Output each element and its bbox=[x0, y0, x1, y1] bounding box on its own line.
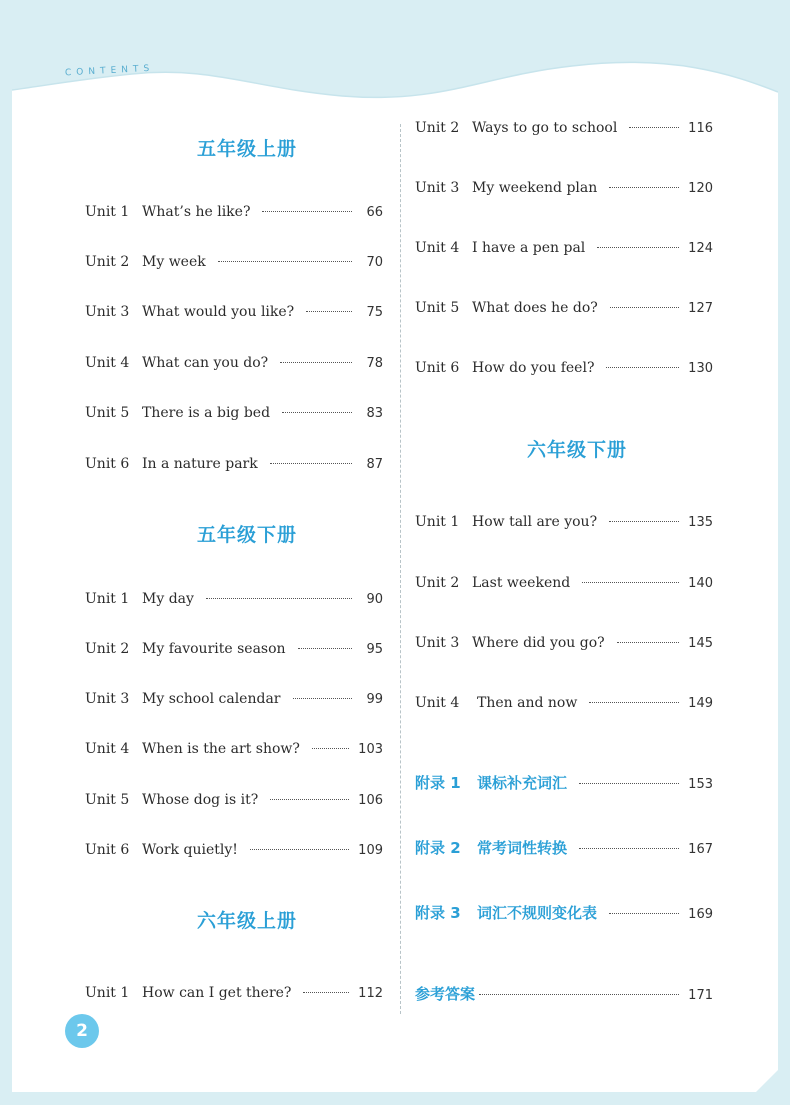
toc-entry[interactable] bbox=[85, 405, 383, 421]
page-number-badge: 2 bbox=[65, 1014, 99, 1048]
unit-title: Work quietly! bbox=[142, 842, 238, 858]
page-number: 130 bbox=[688, 361, 713, 376]
page-number: 87 bbox=[366, 457, 383, 472]
unit-label: Unit 5 bbox=[85, 405, 130, 421]
leader-dots bbox=[609, 913, 679, 914]
toc-entry[interactable] bbox=[85, 641, 383, 657]
page-number: 109 bbox=[358, 843, 383, 858]
toc-entry[interactable] bbox=[85, 254, 383, 270]
unit-label: Unit 1 bbox=[85, 591, 130, 607]
unit-title: What’s he like? bbox=[142, 204, 251, 220]
leader-dots bbox=[597, 247, 679, 248]
toc-entry[interactable] bbox=[85, 842, 383, 858]
leader-dots bbox=[270, 463, 352, 464]
unit-label: Unit 4 bbox=[415, 240, 460, 256]
leader-dots bbox=[303, 992, 349, 993]
page-number: 116 bbox=[688, 121, 713, 136]
leader-dots bbox=[262, 211, 352, 212]
toc-entry[interactable] bbox=[415, 120, 713, 136]
page-number: 70 bbox=[366, 255, 383, 270]
leader-dots bbox=[218, 261, 352, 262]
leader-dots bbox=[582, 582, 679, 583]
appendix-entry[interactable] bbox=[415, 772, 713, 793]
unit-title: There is a big bed bbox=[142, 405, 271, 421]
leader-dots bbox=[609, 187, 679, 188]
toc-entry[interactable] bbox=[85, 691, 383, 707]
page-number: 145 bbox=[688, 636, 713, 651]
answers-entry[interactable] bbox=[415, 983, 713, 1004]
unit-title: Ways to go to school bbox=[472, 120, 618, 136]
unit-label: Unit 1 bbox=[415, 514, 460, 530]
section-heading: 五年级上册 bbox=[196, 138, 297, 160]
unit-label: Unit 5 bbox=[85, 792, 130, 808]
unit-label: Unit 3 bbox=[415, 180, 460, 196]
leader-dots bbox=[579, 848, 679, 849]
unit-title: I have a pen pal bbox=[472, 240, 586, 256]
unit-label: Unit 4 bbox=[415, 695, 460, 711]
unit-label: Unit 6 bbox=[415, 360, 460, 376]
page-number: 95 bbox=[366, 642, 383, 657]
unit-title: Last weekend bbox=[472, 575, 571, 591]
page-number: 124 bbox=[688, 241, 713, 256]
unit-label: Unit 6 bbox=[85, 842, 130, 858]
unit-title: How do you feel? bbox=[472, 360, 595, 376]
leader-dots bbox=[312, 748, 349, 749]
appendix-entry[interactable] bbox=[415, 837, 713, 858]
unit-title: What does he do? bbox=[472, 300, 598, 316]
leader-dots bbox=[206, 598, 352, 599]
unit-title: My day bbox=[142, 591, 194, 607]
section-heading: 六年级上册 bbox=[196, 910, 297, 932]
page-number: 112 bbox=[358, 986, 383, 1001]
leader-dots bbox=[282, 412, 352, 413]
toc-entry[interactable] bbox=[85, 792, 383, 808]
unit-title: Then and now bbox=[477, 695, 578, 711]
leader-dots bbox=[610, 307, 679, 308]
section-heading: 五年级下册 bbox=[196, 524, 297, 546]
toc-entry[interactable] bbox=[85, 304, 383, 320]
unit-title: How tall are you? bbox=[472, 514, 598, 530]
toc-entry[interactable] bbox=[85, 741, 383, 757]
leader-dots bbox=[606, 367, 679, 368]
unit-title: My school calendar bbox=[142, 691, 281, 707]
leader-dots bbox=[629, 127, 679, 128]
unit-title: My week bbox=[142, 254, 206, 270]
unit-label: Unit 2 bbox=[415, 120, 460, 136]
page-number: 106 bbox=[358, 793, 383, 808]
page-number: 149 bbox=[688, 696, 713, 711]
contents-label: CONTENTS bbox=[64, 63, 155, 79]
page-number: 127 bbox=[688, 301, 713, 316]
toc-entry[interactable] bbox=[85, 355, 383, 371]
toc-entry[interactable] bbox=[85, 456, 383, 472]
appendix-label: 附录 1 bbox=[415, 774, 461, 792]
appendix-label: 附录 2 bbox=[415, 839, 461, 857]
toc-entry[interactable] bbox=[85, 985, 383, 1001]
leader-dots bbox=[479, 994, 679, 995]
page-number: 75 bbox=[366, 305, 383, 320]
page-number: 83 bbox=[366, 406, 383, 421]
leader-dots bbox=[589, 702, 679, 703]
unit-label: Unit 4 bbox=[85, 741, 130, 757]
unit-title: Where did you go? bbox=[472, 635, 605, 651]
page-number: 66 bbox=[366, 205, 383, 220]
contents-page bbox=[12, 14, 778, 1092]
leader-dots bbox=[270, 799, 349, 800]
unit-title: In a nature park bbox=[142, 456, 258, 472]
column-divider bbox=[400, 124, 401, 1014]
toc-entry[interactable] bbox=[415, 575, 713, 591]
toc-entry[interactable] bbox=[415, 635, 713, 651]
page-number: 140 bbox=[688, 576, 713, 591]
toc-entry[interactable] bbox=[415, 240, 713, 256]
leader-dots bbox=[609, 521, 679, 522]
toc-entry[interactable] bbox=[85, 204, 383, 220]
page-number: 120 bbox=[688, 181, 713, 196]
leader-dots bbox=[280, 362, 352, 363]
page-number: 167 bbox=[688, 842, 713, 857]
page-number: 103 bbox=[358, 742, 383, 757]
page-number: 169 bbox=[688, 907, 713, 922]
unit-title: Whose dog is it? bbox=[142, 792, 259, 808]
leader-dots bbox=[617, 642, 680, 643]
unit-label: Unit 3 bbox=[85, 304, 130, 320]
page-number: 90 bbox=[366, 592, 383, 607]
unit-label: Unit 3 bbox=[415, 635, 460, 651]
unit-title: What would you like? bbox=[142, 304, 295, 320]
unit-label: Unit 1 bbox=[85, 985, 130, 1001]
appendix-title: 词汇不规则变化表 bbox=[477, 904, 598, 922]
toc-entry[interactable] bbox=[415, 180, 713, 196]
toc-entry[interactable] bbox=[415, 300, 713, 316]
leader-dots bbox=[579, 783, 679, 784]
unit-title: My weekend plan bbox=[472, 180, 598, 196]
appendix-entry[interactable] bbox=[415, 902, 713, 923]
leader-dots bbox=[250, 849, 349, 850]
unit-label: Unit 5 bbox=[415, 300, 460, 316]
toc-entry[interactable] bbox=[415, 514, 713, 530]
toc-entry[interactable] bbox=[415, 360, 713, 376]
leader-dots bbox=[306, 311, 352, 312]
unit-label: Unit 2 bbox=[85, 254, 130, 270]
page-number: 78 bbox=[366, 356, 383, 371]
answers-title: 参考答案 bbox=[415, 985, 476, 1003]
section-heading: 六年级下册 bbox=[526, 439, 627, 461]
unit-label: Unit 3 bbox=[85, 691, 130, 707]
appendix-title: 课标补充词汇 bbox=[477, 774, 568, 792]
toc-entry[interactable] bbox=[415, 695, 713, 711]
unit-label: Unit 2 bbox=[85, 641, 130, 657]
page-number: 135 bbox=[688, 515, 713, 530]
page-number: 99 bbox=[366, 692, 383, 707]
leader-dots bbox=[298, 648, 352, 649]
leader-dots bbox=[293, 698, 353, 699]
unit-title: What can you do? bbox=[142, 355, 269, 371]
unit-label: Unit 1 bbox=[85, 204, 130, 220]
page-number: 171 bbox=[688, 988, 713, 1003]
unit-label: Unit 2 bbox=[415, 575, 460, 591]
appendix-title: 常考词性转换 bbox=[477, 839, 568, 857]
unit-label: Unit 4 bbox=[85, 355, 130, 371]
unit-title: When is the art show? bbox=[142, 741, 300, 757]
toc-entry[interactable] bbox=[85, 591, 383, 607]
page-number: 153 bbox=[688, 777, 713, 792]
appendix-label: 附录 3 bbox=[415, 904, 461, 922]
unit-title: My favourite season bbox=[142, 641, 286, 657]
unit-label: Unit 6 bbox=[85, 456, 130, 472]
unit-title: How can I get there? bbox=[142, 985, 292, 1001]
